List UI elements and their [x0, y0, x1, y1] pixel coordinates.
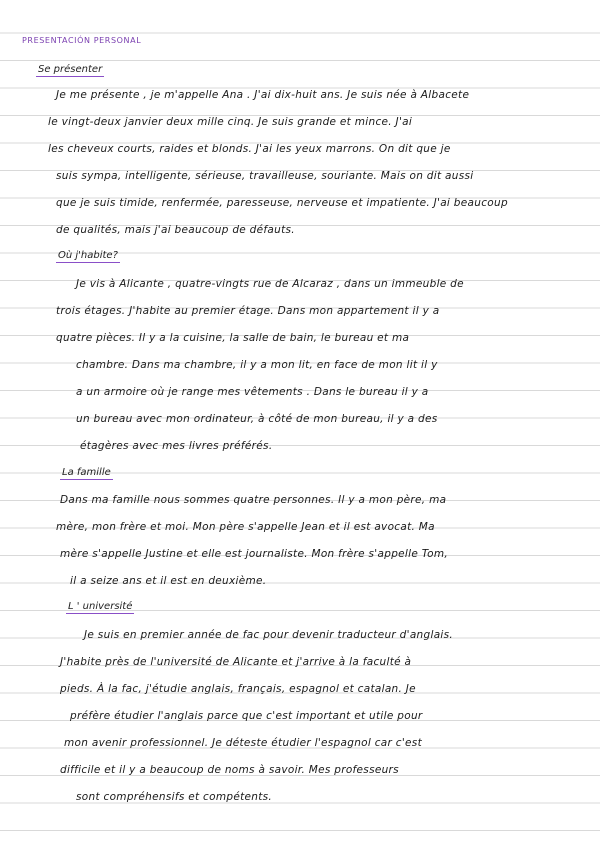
text-line: trois étages. J'habite au premier étage. Dans mon appartement il y a — [56, 305, 440, 317]
text-line: les cheveux courts, raides et blonds. J'ai les yeux marrons. On dit que je — [48, 143, 451, 155]
text-line: quatre pièces. Il y a la cuisine, la salle de bain, le bureau et ma — [56, 332, 410, 344]
text-line: Je suis en premier année de fac pour devenir traducteur d'anglais. — [84, 629, 454, 641]
section-heading-universite: L ' université — [68, 601, 133, 612]
section-heading-la-famille: La famille — [62, 467, 111, 478]
text-line: suis sympa, intelligente, sérieuse, travailleuse, souriante. Mais on dit aussi — [56, 170, 474, 182]
page-title: PRESENTACIÓN PERSONAL — [22, 36, 142, 45]
text-line: chambre. Dans ma chambre, il y a mon lit, en face de mon lit il y — [76, 359, 438, 371]
text-line: que je suis timide, renfermée, paresseuse, nerveuse et impatiente. J'ai beaucoup — [56, 197, 508, 209]
text-line: étagères avec mes livres préférés. — [80, 440, 273, 452]
text-line: préfère étudier l'anglais parce que c'est important et utile pour — [70, 710, 423, 722]
text-line: mère s'appelle Justine et elle est journaliste. Mon frère s'appelle Tom, — [60, 548, 449, 560]
text-line: mère, mon frère et moi. Mon père s'appelle Jean et il est avocat. Ma — [56, 521, 435, 533]
text-line: de qualités, mais j'ai beaucoup de défauts. — [56, 224, 295, 236]
text-line: Je vis à Alicante , quatre-vingts rue de Alcaraz , dans un immeuble de — [76, 278, 464, 290]
text-line: un bureau avec mon ordinateur, à côté de mon bureau, il y a des — [76, 413, 438, 425]
section-heading-se-presenter: Se présenter — [38, 64, 103, 75]
text-line: pieds. À la fac, j'étudie anglais, français, espagnol et catalan. Je — [60, 683, 416, 695]
text-line: Je me présente , je m'appelle Ana . J'ai dix-huit ans. Je suis née à Albacete — [56, 89, 470, 101]
section-heading-ou-jhabite: Où j'habite? — [58, 250, 118, 261]
text-line: J'habite près de l'université de Alicante et j'arrive à la faculté à — [60, 656, 412, 668]
text-line: Dans ma famille nous sommes quatre personnes. Il y a mon père, ma — [60, 494, 447, 506]
text-line: le vingt-deux janvier deux mille cinq. Je suis grande et mince. J'ai — [48, 116, 413, 128]
text-line: sont compréhensifs et compétents. — [76, 791, 273, 803]
text-line: a un armoire où je range mes vêtements . Dans le bureau il y a — [76, 386, 429, 398]
text-line: il a seize ans et il est en deuxième. — [70, 575, 267, 587]
text-line: mon avenir professionnel. Je déteste étudier l'espagnol car c'est — [64, 737, 422, 749]
text-line: difficile et il y a beaucoup de noms à savoir. Mes professeurs — [60, 764, 399, 776]
